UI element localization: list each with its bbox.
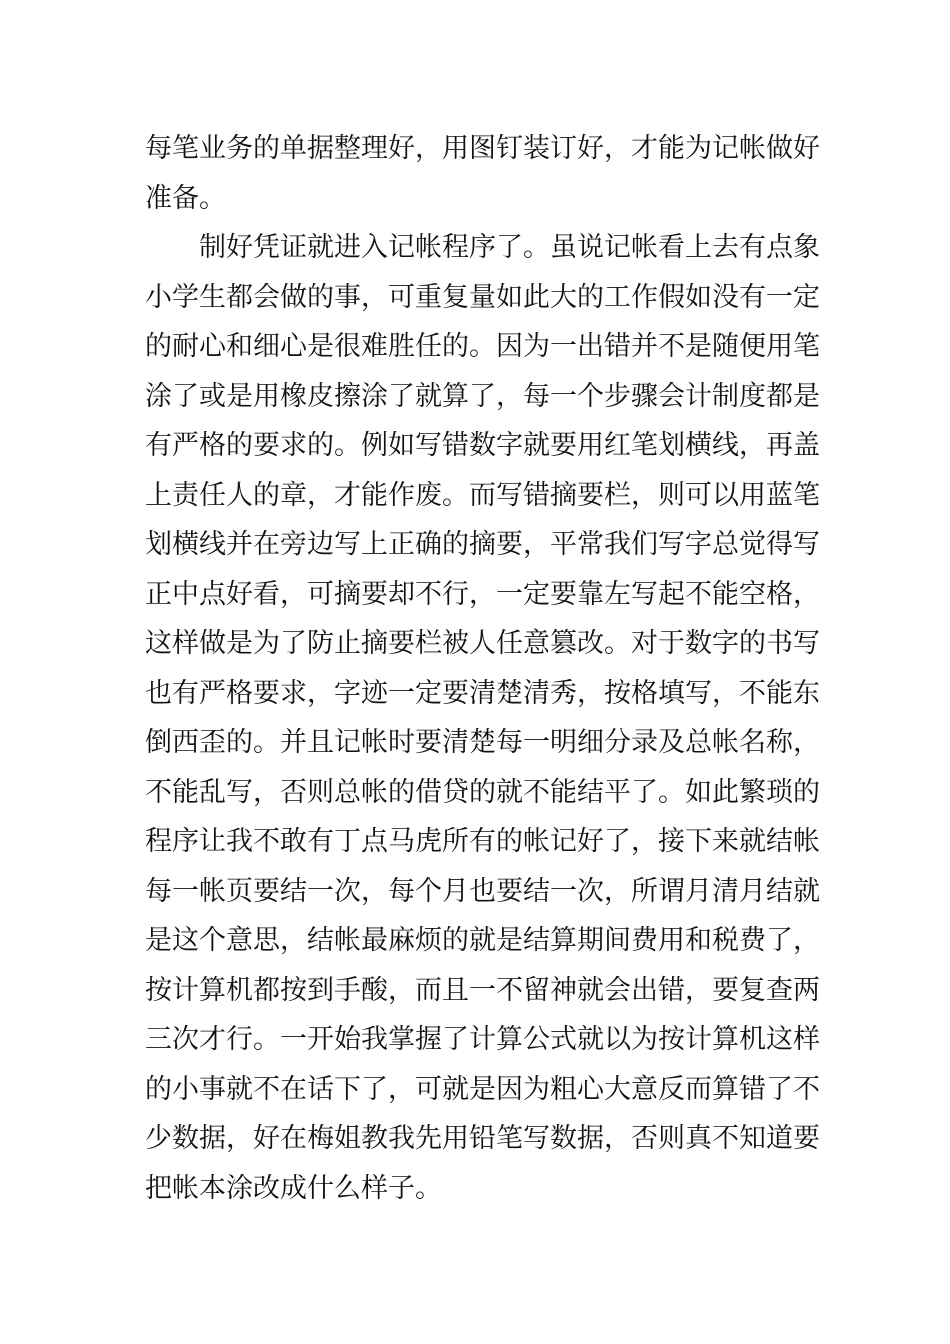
text-line: 每笔业务的单据整理好，用图钉装订好，才能为记帐做好 — [145, 133, 820, 164]
text-line: 每一帐页要结一次，每个月也要结一次，所谓月清月结就 — [145, 875, 820, 907]
text-line: 准备。 — [145, 182, 226, 214]
document-body — [145, 124, 820, 1213]
text-line: 也有严格要求，字迹一定要清楚清秀，按格填写，不能东 — [145, 677, 820, 709]
text-line: 不能乱写，否则总帐的借贷的就不能结平了。如此繁琐的 — [145, 776, 820, 808]
text-line: 有严格的要求的。例如写错数字就要用红笔划横线，再盖 — [145, 430, 820, 461]
text-line: 的小事就不在话下了，可就是因为粗心大意反而算错了不 — [145, 1073, 820, 1105]
text-line: 正中点好看，可摘要却不行，一定要靠左写起不能空格， — [145, 578, 820, 610]
text-line: 少数据，好在梅姐教我先用铅笔写数据，否则真不知道要 — [145, 1123, 820, 1154]
text-line: 划横线并在旁边写上正确的摘要，平常我们写字总觉得写 — [145, 529, 820, 560]
text-line: 制好凭证就进入记帐程序了。虽说记帐看上去有点象 — [199, 232, 820, 263]
text-line: 把帐本涂改成什么样子。 — [145, 1172, 442, 1204]
text-line: 涂了或是用橡皮擦涂了就算了，每一个步骤会计制度都是 — [145, 380, 820, 412]
text-line: 三次才行。一开始我掌握了计算公式就以为按计算机这样 — [145, 1024, 820, 1055]
paragraph-2 — [145, 223, 820, 1213]
text-line: 小学生都会做的事，可重复量如此大的工作假如没有一定 — [145, 281, 820, 313]
text-line: 上责任人的章，才能作废。而写错摘要栏，则可以用蓝笔 — [145, 479, 820, 511]
text-line: 按计算机都按到手酸，而且一不留神就会出错，要复查两 — [145, 974, 820, 1006]
text-line: 是这个意思，结帐最麻烦的就是结算期间费用和税费了， — [145, 925, 820, 956]
text-line: 倒西歪的。并且记帐时要清楚每一明细分录及总帐名称， — [145, 727, 820, 758]
text-line: 的耐心和细心是很难胜任的。因为一出错并不是随便用笔 — [145, 331, 820, 362]
paragraph-1 — [145, 124, 820, 223]
text-line: 程序让我不敢有丁点马虎所有的帐记好了，接下来就结帐 — [145, 826, 820, 857]
text-line: 这样做是为了防止摘要栏被人任意篡改。对于数字的书写 — [145, 628, 820, 659]
